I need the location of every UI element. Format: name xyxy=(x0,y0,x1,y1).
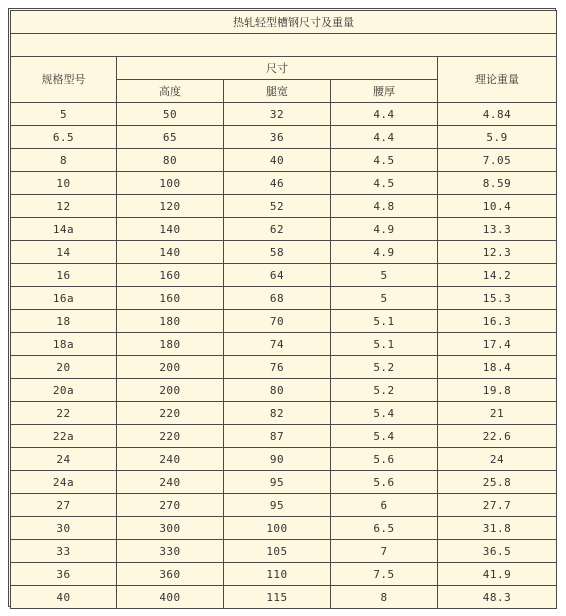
cell-waist-thickness: 6.5 xyxy=(331,517,438,540)
cell-leg-width: 46 xyxy=(224,172,331,195)
cell-leg-width: 40 xyxy=(224,149,331,172)
table-row xyxy=(11,448,557,471)
cell-weight: 16.3 xyxy=(438,310,557,333)
cell-height: 180 xyxy=(117,333,224,356)
cell-weight: 8.59 xyxy=(438,172,557,195)
cell-height: 300 xyxy=(117,517,224,540)
cell-height: 200 xyxy=(117,356,224,379)
cell-weight: 36.5 xyxy=(438,540,557,563)
channel-steel-table xyxy=(10,10,557,609)
cell-spec: 30 xyxy=(11,517,117,540)
header-weight: 理论重量 xyxy=(438,57,557,103)
table-row xyxy=(11,103,557,126)
cell-spec: 10 xyxy=(11,172,117,195)
cell-waist-thickness: 5.6 xyxy=(331,471,438,494)
table-row xyxy=(11,563,557,586)
table-row xyxy=(11,264,557,287)
cell-leg-width: 90 xyxy=(224,448,331,471)
header-size: 尺寸 xyxy=(117,57,438,80)
table-row xyxy=(11,425,557,448)
cell-leg-width: 74 xyxy=(224,333,331,356)
cell-height: 330 xyxy=(117,540,224,563)
header-spec: 规格型号 xyxy=(11,57,117,103)
cell-weight: 14.2 xyxy=(438,264,557,287)
cell-height: 360 xyxy=(117,563,224,586)
cell-leg-width: 36 xyxy=(224,126,331,149)
header-waist-thickness: 腰厚 xyxy=(331,80,438,103)
cell-waist-thickness: 6 xyxy=(331,494,438,517)
cell-spec: 16 xyxy=(11,264,117,287)
cell-weight: 48.3 xyxy=(438,586,557,609)
cell-spec: 20a xyxy=(11,379,117,402)
cell-leg-width: 32 xyxy=(224,103,331,126)
cell-height: 200 xyxy=(117,379,224,402)
cell-height: 50 xyxy=(117,103,224,126)
cell-spec: 14a xyxy=(11,218,117,241)
cell-leg-width: 68 xyxy=(224,287,331,310)
cell-weight: 31.8 xyxy=(438,517,557,540)
table-row xyxy=(11,356,557,379)
table-row xyxy=(11,471,557,494)
cell-leg-width: 82 xyxy=(224,402,331,425)
table-title: 热轧轻型槽钢尺寸及重量 xyxy=(11,11,557,34)
cell-height: 240 xyxy=(117,471,224,494)
cell-height: 180 xyxy=(117,310,224,333)
cell-weight: 24 xyxy=(438,448,557,471)
table-row xyxy=(11,218,557,241)
table-row xyxy=(11,172,557,195)
cell-waist-thickness: 5.1 xyxy=(331,310,438,333)
cell-spec: 14 xyxy=(11,241,117,264)
cell-leg-width: 70 xyxy=(224,310,331,333)
cell-spec: 20 xyxy=(11,356,117,379)
cell-waist-thickness: 5 xyxy=(331,264,438,287)
cell-waist-thickness: 5 xyxy=(331,287,438,310)
cell-height: 160 xyxy=(117,264,224,287)
cell-spec: 18 xyxy=(11,310,117,333)
cell-waist-thickness: 5.6 xyxy=(331,448,438,471)
table-row xyxy=(11,517,557,540)
cell-waist-thickness: 4.5 xyxy=(331,149,438,172)
cell-waist-thickness: 4.5 xyxy=(331,172,438,195)
cell-spec: 12 xyxy=(11,195,117,218)
table-row xyxy=(11,494,557,517)
cell-height: 160 xyxy=(117,287,224,310)
cell-height: 240 xyxy=(117,448,224,471)
header-row-1 xyxy=(11,57,557,80)
table-row xyxy=(11,287,557,310)
cell-spec: 6.5 xyxy=(11,126,117,149)
table-row xyxy=(11,540,557,563)
cell-leg-width: 80 xyxy=(224,379,331,402)
cell-height: 220 xyxy=(117,425,224,448)
cell-spec: 24a xyxy=(11,471,117,494)
cell-waist-thickness: 4.9 xyxy=(331,218,438,241)
cell-weight: 41.9 xyxy=(438,563,557,586)
table-row xyxy=(11,195,557,218)
cell-height: 220 xyxy=(117,402,224,425)
cell-height: 80 xyxy=(117,149,224,172)
cell-leg-width: 58 xyxy=(224,241,331,264)
cell-spec: 22 xyxy=(11,402,117,425)
cell-leg-width: 110 xyxy=(224,563,331,586)
cell-waist-thickness: 5.4 xyxy=(331,402,438,425)
cell-spec: 8 xyxy=(11,149,117,172)
cell-weight: 19.8 xyxy=(438,379,557,402)
table-row xyxy=(11,241,557,264)
cell-weight: 12.3 xyxy=(438,241,557,264)
cell-spec: 5 xyxy=(11,103,117,126)
cell-spec: 36 xyxy=(11,563,117,586)
cell-weight: 4.84 xyxy=(438,103,557,126)
table-row xyxy=(11,126,557,149)
cell-leg-width: 95 xyxy=(224,471,331,494)
cell-spec: 22a xyxy=(11,425,117,448)
cell-spec: 33 xyxy=(11,540,117,563)
table-row xyxy=(11,402,557,425)
cell-weight: 25.8 xyxy=(438,471,557,494)
table-row xyxy=(11,333,557,356)
cell-weight: 22.6 xyxy=(438,425,557,448)
cell-height: 140 xyxy=(117,218,224,241)
cell-weight: 13.3 xyxy=(438,218,557,241)
cell-weight: 5.9 xyxy=(438,126,557,149)
cell-waist-thickness: 7.5 xyxy=(331,563,438,586)
cell-waist-thickness: 5.4 xyxy=(331,425,438,448)
blank-cell xyxy=(11,34,557,57)
header-leg-width: 腿宽 xyxy=(224,80,331,103)
header-height: 高度 xyxy=(117,80,224,103)
cell-waist-thickness: 7 xyxy=(331,540,438,563)
table-row xyxy=(11,586,557,609)
cell-weight: 21 xyxy=(438,402,557,425)
cell-height: 140 xyxy=(117,241,224,264)
cell-waist-thickness: 4.4 xyxy=(331,126,438,149)
cell-leg-width: 100 xyxy=(224,517,331,540)
cell-height: 270 xyxy=(117,494,224,517)
cell-leg-width: 115 xyxy=(224,586,331,609)
cell-leg-width: 105 xyxy=(224,540,331,563)
cell-weight: 10.4 xyxy=(438,195,557,218)
cell-leg-width: 76 xyxy=(224,356,331,379)
cell-leg-width: 64 xyxy=(224,264,331,287)
cell-height: 65 xyxy=(117,126,224,149)
cell-spec: 24 xyxy=(11,448,117,471)
cell-leg-width: 87 xyxy=(224,425,331,448)
table-row xyxy=(11,379,557,402)
cell-leg-width: 52 xyxy=(224,195,331,218)
cell-waist-thickness: 5.2 xyxy=(331,356,438,379)
cell-weight: 7.05 xyxy=(438,149,557,172)
cell-waist-thickness: 4.8 xyxy=(331,195,438,218)
cell-height: 100 xyxy=(117,172,224,195)
cell-weight: 27.7 xyxy=(438,494,557,517)
cell-spec: 18a xyxy=(11,333,117,356)
title-row xyxy=(11,11,557,34)
cell-spec: 40 xyxy=(11,586,117,609)
cell-waist-thickness: 4.4 xyxy=(331,103,438,126)
cell-height: 400 xyxy=(117,586,224,609)
cell-waist-thickness: 4.9 xyxy=(331,241,438,264)
table-row xyxy=(11,149,557,172)
cell-weight: 17.4 xyxy=(438,333,557,356)
cell-waist-thickness: 8 xyxy=(331,586,438,609)
blank-row xyxy=(11,34,557,57)
cell-leg-width: 62 xyxy=(224,218,331,241)
table-row xyxy=(11,310,557,333)
cell-spec: 27 xyxy=(11,494,117,517)
cell-weight: 15.3 xyxy=(438,287,557,310)
cell-leg-width: 95 xyxy=(224,494,331,517)
cell-waist-thickness: 5.2 xyxy=(331,379,438,402)
cell-weight: 18.4 xyxy=(438,356,557,379)
cell-waist-thickness: 5.1 xyxy=(331,333,438,356)
cell-spec: 16a xyxy=(11,287,117,310)
cell-height: 120 xyxy=(117,195,224,218)
